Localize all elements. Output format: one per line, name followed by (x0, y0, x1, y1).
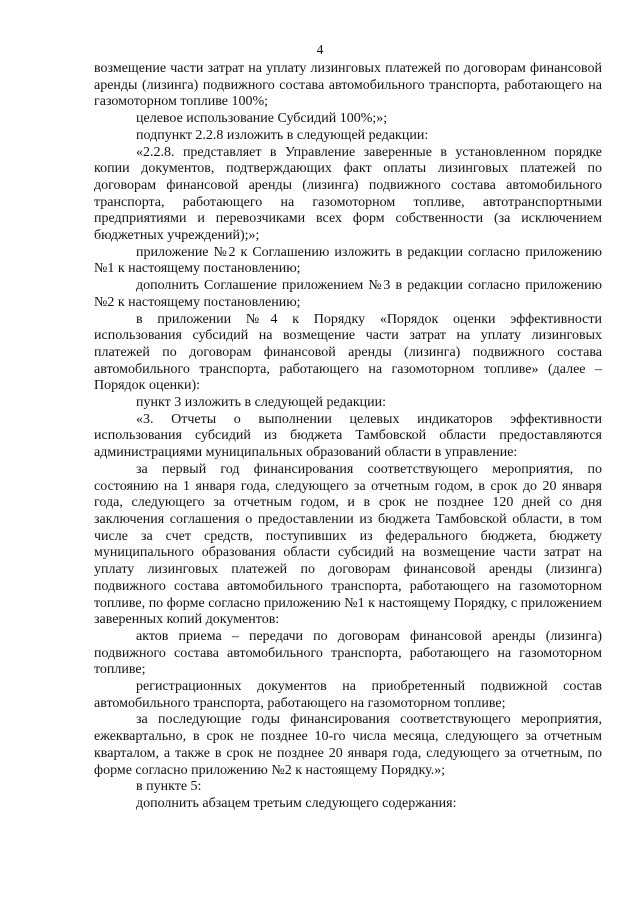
paragraph: «3. Отчеты о выполнении целевых индикаторов эффективности использования субсидий из бюджета Тамбовской области предоставляются администрациями муниципальных образований области в управление: (94, 411, 602, 461)
paragraph: дополнить Соглашение приложением №3 в редакции согласно приложению №2 к настоящему постановлению; (94, 278, 602, 310)
paragraph: в пункте 5: (136, 779, 202, 795)
paragraph: приложение №2 к Соглашению изложить в редакции согласно приложению №1 к настоящему постановлению; (94, 244, 602, 277)
paragraph: целевое использование Субсидий 100%;»; (136, 111, 388, 127)
paragraph: дополнить абзацем третьим следующего содержания: (136, 795, 457, 811)
paragraph: пункт 3 изложить в следующей редакции: (136, 395, 386, 411)
document-body (94, 61, 602, 813)
paragraph: актов приема – передачи по договорам финансовой аренды (лизинга) подвижного состава автомобильного транспорта, работающего на газомоторном топливе; (94, 628, 602, 678)
paragraph: за первый год финансирования соответствующего мероприятия, по состоянию на 1 января года, следующего за отчетным годом, в срок до 20 января года, следующего за отчетным годом, и в срок не позднее 120 дней со дня заключения соглашения о предоставлении из бюджета Тамбовской области, в том числе за счет средств, поступивших из федерального бюджета, бюджету муниципального образования области субсидий на возмещение части затрат на уплату лизинговых платежей по договорам финансовой аренды (лизинга) подвижного состава автомобильного транспорта, работающего на газомоторном топливе, по форме согласно приложению №1 к настоящему Порядку, с приложением заверенных копий документов: (94, 461, 602, 628)
paragraph: «2.2.8. представляет в Управление заверенные в установленном порядке копии документов, подтверждающих факт оплаты лизинговых платежей по договорам финансовой аренды (лизинга) подвижного состава автомобильного транспорта, работающего на газомоторном топливе, автотранспортными предприятиями и перевозчиками всех форм собственности (за исключением бюджетных учреждений);»; (94, 144, 602, 244)
paragraph: в приложении №4 к Порядку «Порядок оценки эффективности использования субсидий на возмещение части затрат на уплату лизинговых платежей по договорам финансовой аренды (лизинга) подвижного состава автомобильного транспорта, работающего на газомоторном топливе» (далее – Порядок оценки): (94, 311, 602, 394)
page-number: 4 (316, 42, 324, 57)
paragraph: регистрационных документов на приобретенный подвижной состав автомобильного транспорта, работающего на газомоторном топливе; (94, 679, 602, 711)
paragraph: за последующие годы финансирования соответствующего мероприятия, ежеквартально, в срок не позднее 10-го числа месяца, следующего за отчетным кварталом, а также в срок не позднее 20 января года, следующего за отчетным, по форме согласно приложению №2 к настоящему Порядку.»; (94, 712, 602, 778)
paragraph: подпункт 2.2.8 изложить в следующей редакции: (136, 127, 429, 143)
paragraph: возмещение части затрат на уплату лизинговых платежей по договорам финансовой аренды (лизинга) подвижного состава автомобильного транспорта, работающего на газомоторном топливе 100%; (94, 61, 602, 110)
